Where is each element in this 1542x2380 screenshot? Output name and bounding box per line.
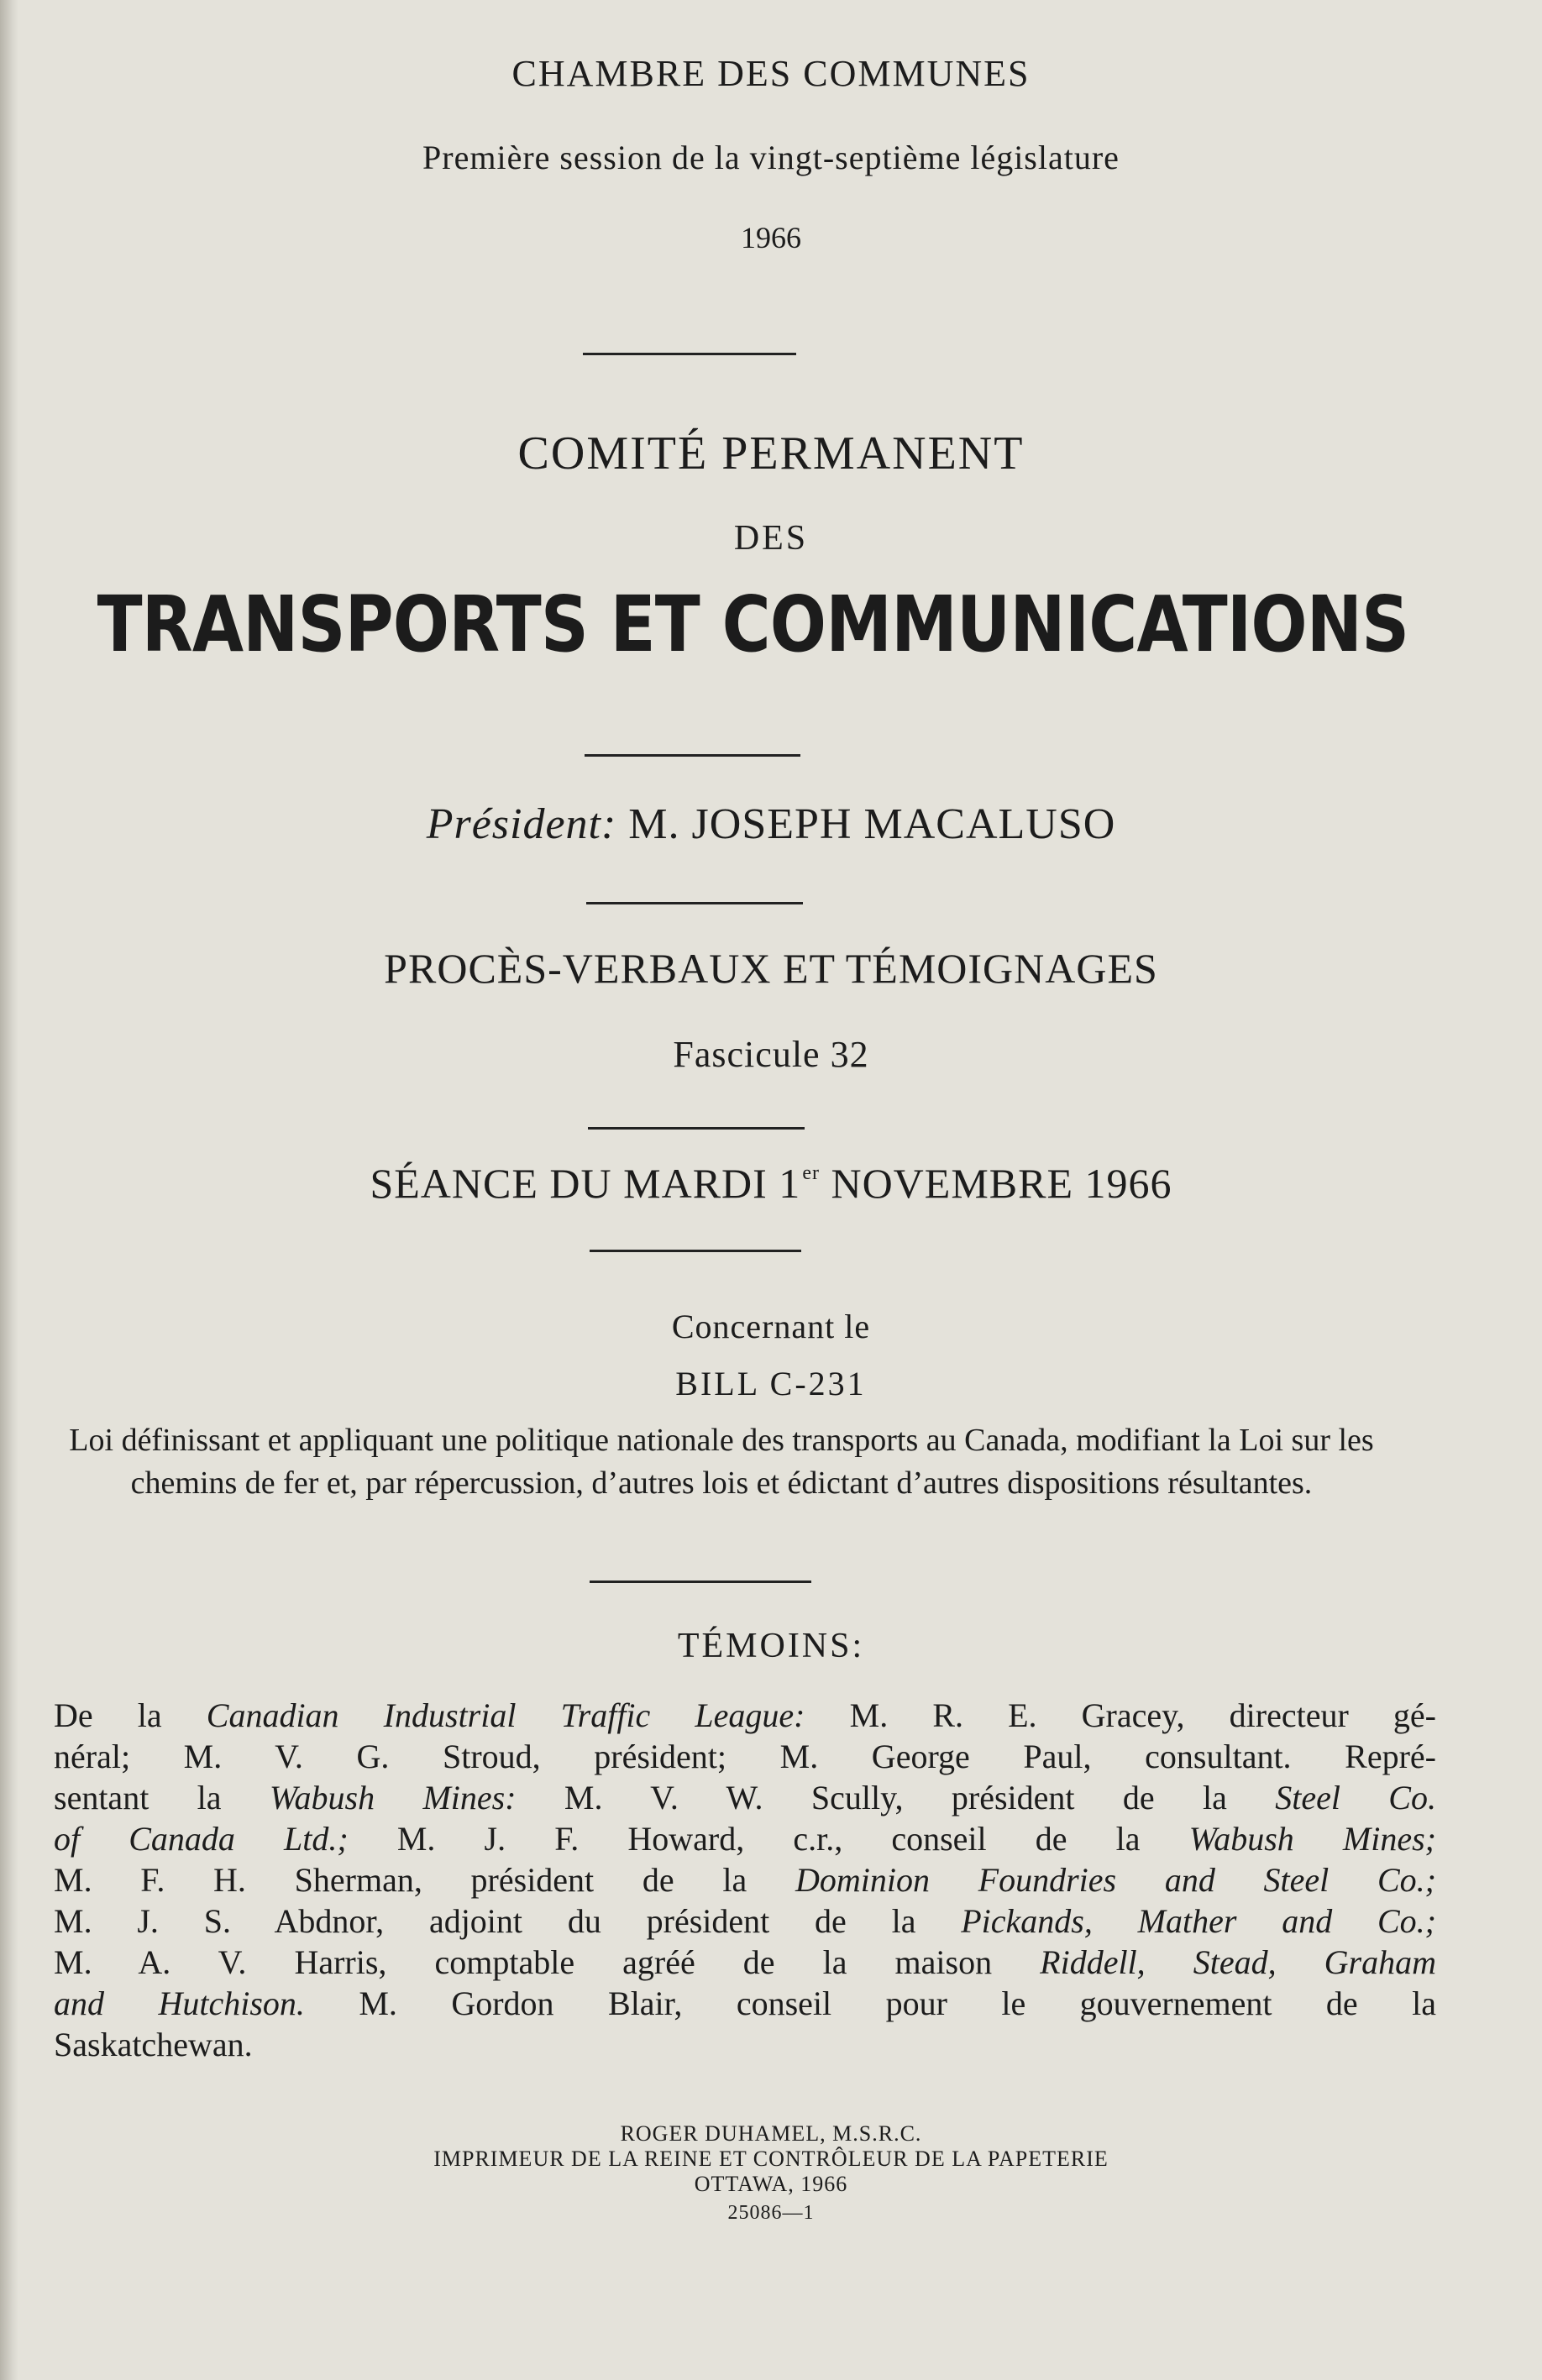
chair-name: M. JOSEPH MACALUSO bbox=[628, 800, 1116, 848]
witness-text: M. J. F. Howard, c.r., conseil de la bbox=[348, 1820, 1189, 1858]
divider-rule bbox=[586, 902, 803, 904]
witnesses-heading: TÉMOINS: bbox=[677, 1627, 865, 1665]
printer-name: ROGER DUHAMEL, M.S.R.C. bbox=[620, 2121, 922, 2146]
committee-name: TRANSPORTS ET COMMUNICATIONS bbox=[97, 579, 1409, 669]
witness-line bbox=[54, 1818, 1436, 1859]
sitting-date-ordinal: er bbox=[802, 1162, 820, 1184]
witness-line bbox=[54, 1942, 1436, 1983]
issue-number: Fascicule 32 bbox=[673, 1034, 869, 1075]
proceedings-title: PROCÈS-VERBAUX ET TÉMOIGNAGES bbox=[384, 945, 1158, 992]
sitting-date-suffix: NOVEMBRE 1966 bbox=[819, 1160, 1172, 1207]
printer-title: IMPRIMEUR DE LA REINE ET CONTRÔLEUR DE LA PAPETERIE bbox=[433, 2147, 1109, 2171]
witness-text: De la bbox=[54, 1696, 207, 1734]
organization-name: Riddell, Stead, Graham bbox=[1040, 1943, 1436, 1981]
bill-number: BILL C-231 bbox=[675, 1365, 867, 1402]
concerning-label: Concernant le bbox=[671, 1308, 871, 1345]
witness-text: M. V. W. Scully, président de la bbox=[516, 1779, 1276, 1816]
witness-line bbox=[54, 1695, 1436, 1736]
chair-label: Président: bbox=[426, 800, 617, 848]
sitting-date bbox=[0, 1159, 1542, 1208]
divider-rule bbox=[590, 1250, 801, 1252]
divider-rule bbox=[590, 1581, 811, 1583]
witness-line bbox=[54, 2024, 1436, 2065]
print-number: 25086—1 bbox=[727, 2202, 815, 2224]
organization-name: of Canada Ltd.; bbox=[54, 1820, 349, 1858]
organization-name: Steel Co. bbox=[1275, 1779, 1436, 1816]
witness-text: M. A. V. Harris, comptable agréé de la maison bbox=[54, 1943, 1041, 1981]
divider-rule bbox=[583, 353, 796, 355]
session-line: Première session de la vingt-septième législature bbox=[422, 139, 1120, 176]
bill-description: Loi définissant et appliquant une politique nationale des transports au Canada, modifiant la Loi sur les chemins de fer et, par répercussion, d’autres lois et édictant d’autres dispositions résultantes. bbox=[69, 1423, 1374, 1501]
witness-line bbox=[54, 1736, 1436, 1777]
organization-name: Canadian Industrial Traffic League: bbox=[206, 1696, 805, 1734]
witness-line bbox=[54, 1859, 1436, 1900]
witness-line bbox=[54, 1900, 1437, 1942]
witness-text: sentant la bbox=[54, 1779, 270, 1816]
divider-rule bbox=[585, 754, 800, 757]
house-title: CHAMBRE DES COMMUNES bbox=[511, 53, 1031, 94]
committee-line-2: DES bbox=[733, 519, 809, 558]
chair-line bbox=[0, 799, 1542, 849]
witness-text: néral; M. V. G. Stroud, président; M. George Paul, consultant. Repré- bbox=[54, 1738, 1436, 1775]
witness-text: M. Gordon Blair, conseil pour le gouvernement de la bbox=[304, 1984, 1436, 2022]
organization-name: Pickands, Mather and Co.; bbox=[961, 1902, 1437, 1940]
printer-place: OTTAWA, 1966 bbox=[694, 2172, 848, 2196]
witness-text: M. J. S. Abdnor, adjoint du président de la bbox=[54, 1902, 962, 1940]
organization-name: Wabush Mines; bbox=[1188, 1820, 1436, 1858]
organization-name: and Hutchison. bbox=[54, 1984, 305, 2022]
witness-line bbox=[54, 1983, 1436, 2024]
witness-text: M. F. H. Sherman, président de la bbox=[54, 1861, 795, 1899]
witness-text: M. R. E. Gracey, directeur gé- bbox=[805, 1696, 1436, 1734]
committee-line-1: COMITÉ PERMANENT bbox=[517, 427, 1025, 480]
witness-text: Saskatchewan. bbox=[54, 2026, 253, 2063]
divider-rule bbox=[588, 1127, 805, 1130]
witnesses-list bbox=[54, 1695, 1436, 2065]
witness-line bbox=[54, 1777, 1436, 1818]
year-line: 1966 bbox=[741, 221, 801, 254]
organization-name: Wabush Mines: bbox=[269, 1779, 517, 1816]
sitting-date-prefix: SÉANCE DU MARDI 1 bbox=[370, 1160, 801, 1207]
organization-name: Dominion Foundries and Steel Co.; bbox=[795, 1861, 1436, 1899]
